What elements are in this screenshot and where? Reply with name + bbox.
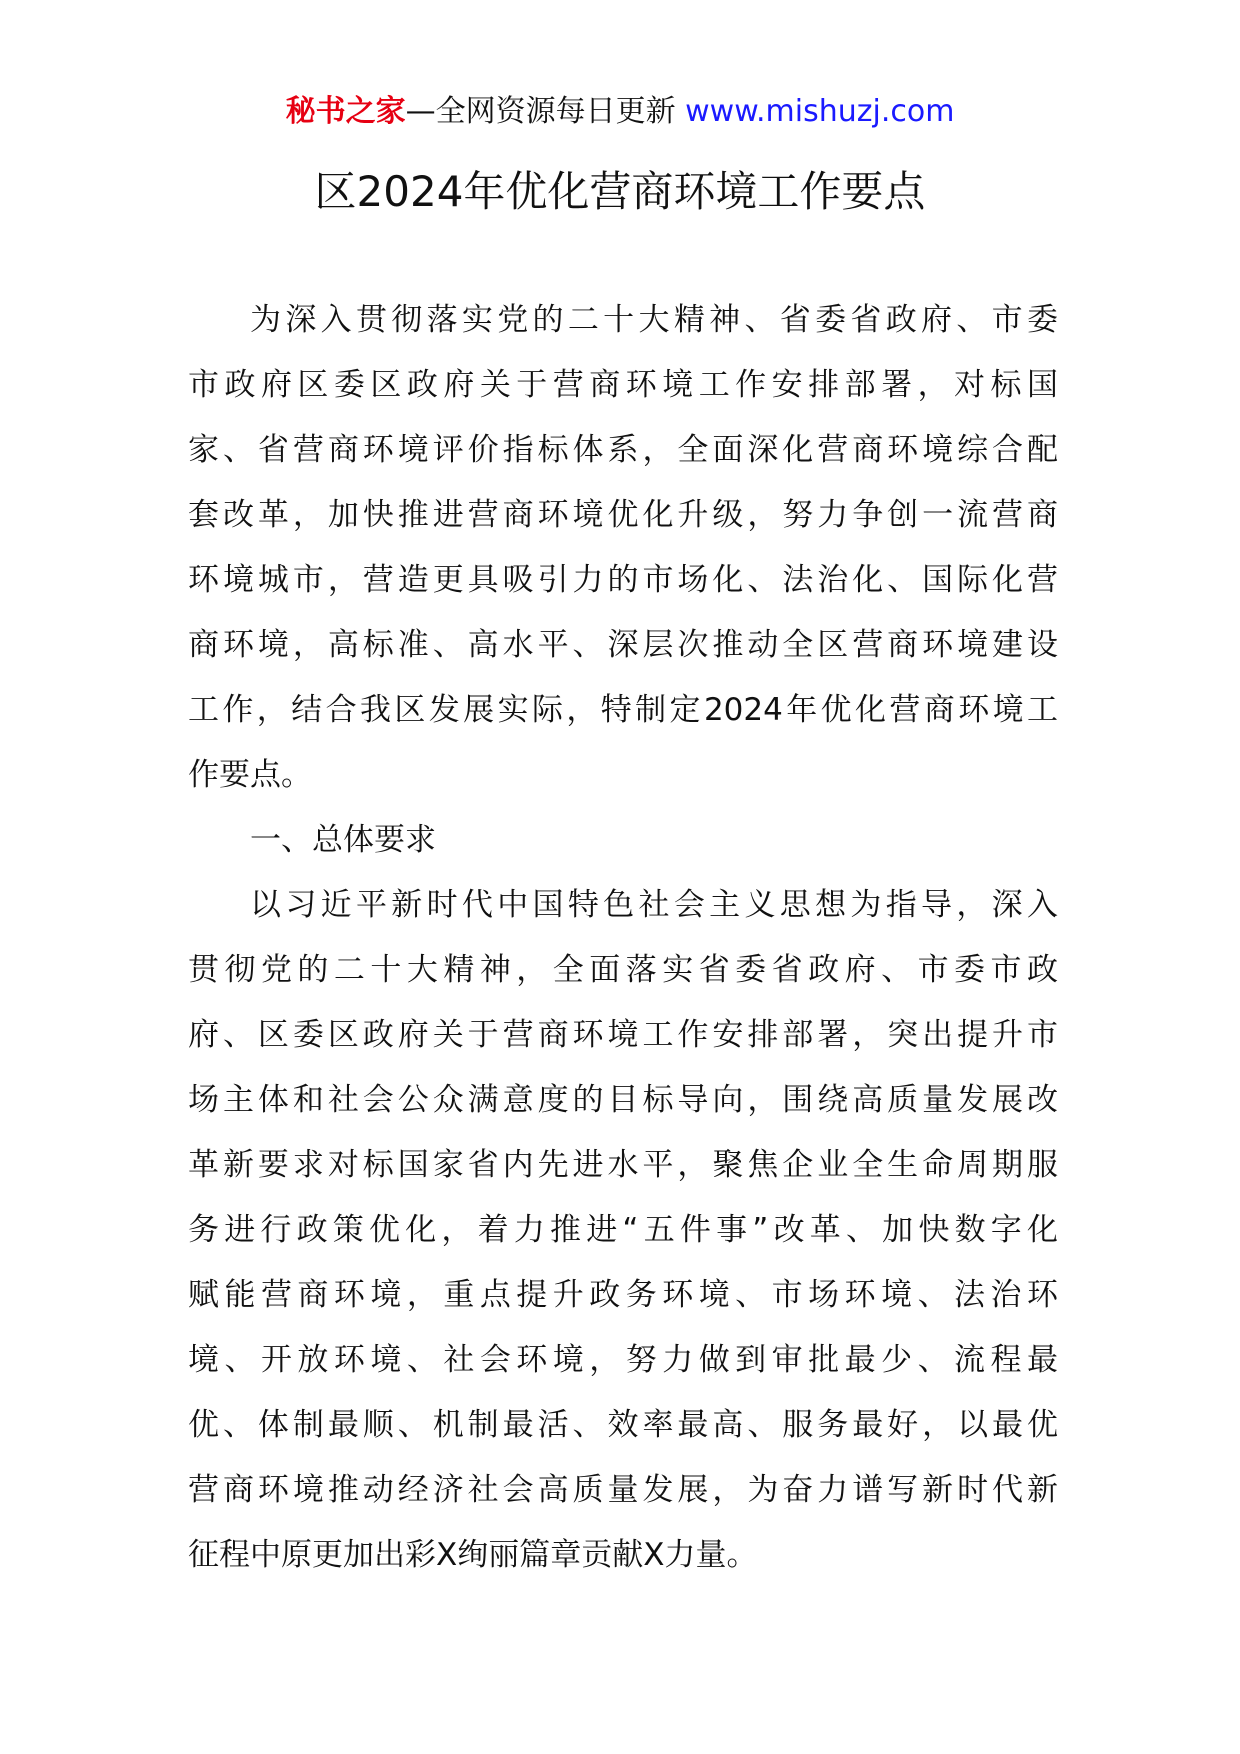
paragraph-line: 优、体制最顺、机制最活、效率最高、服务最好，以最优 [188, 1407, 1058, 1443]
paragraph-line: 场主体和社会公众满意度的目标导向，围绕高质量发展改 [188, 1082, 1058, 1118]
document-title: 区2024年优化营商环境工作要点 [314, 167, 926, 216]
paragraph-line: 工作，结合我区发展实际，特制定2024年优化营商环境工 [188, 692, 1058, 728]
paragraph-line: 营商环境推动经济社会高质量发展，为奋力谱写新时代新 [188, 1472, 1058, 1508]
header-tagline: —全网资源每日更新 [405, 94, 676, 129]
site-url-link[interactable]: www.mishuzj.com [685, 94, 955, 129]
paragraph-line: 境、开放环境、社会环境，努力做到审批最少、流程最 [188, 1342, 1058, 1378]
paragraph-line: 为深入贯彻落实党的二十大精神、省委省政府、市委 [250, 302, 1058, 338]
paragraph-line: 以习近平新时代中国特色社会主义思想为指导，深入 [250, 887, 1058, 923]
paragraph-line: 征程中原更加出彩X绚丽篇章贡献X力量。 [188, 1537, 758, 1573]
paragraph-line: 家、省营商环境评价指标体系，全面深化营商环境综合配 [188, 432, 1058, 468]
paragraph-line: 市政府区委区政府关于营商环境工作安排部署，对标国 [188, 367, 1058, 403]
paragraph-line: 环境城市，营造更具吸引力的市场化、法治化、国际化营 [188, 562, 1058, 598]
paragraph-line: 作要点。 [188, 757, 312, 793]
section-heading: 一、总体要求 [250, 822, 436, 858]
paragraph-line: 革新要求对标国家省内先进水平，聚焦企业全生命周期服 [188, 1147, 1058, 1183]
brand-name: 秘书之家 [285, 94, 406, 129]
paragraph-line: 贯彻党的二十大精神，全面落实省委省政府、市委市政 [188, 952, 1058, 988]
paragraph-line: 府、区委区政府关于营商环境工作安排部署，突出提升市 [188, 1017, 1058, 1053]
paragraph-line: 务进行政策优化，着力推进“五件事”改革、加快数字化 [188, 1212, 1058, 1248]
paragraph-line: 商环境，高标准、高水平、深层次推动全区营商环境建设 [188, 627, 1058, 663]
paragraph-line: 赋能营商环境，重点提升政务环境、市场环境、法治环 [188, 1277, 1058, 1313]
paragraph-line: 套改革，加快推进营商环境优化升级，努力争创一流营商 [188, 497, 1058, 533]
document-body [188, 288, 1058, 1588]
site-header [0, 92, 1240, 132]
